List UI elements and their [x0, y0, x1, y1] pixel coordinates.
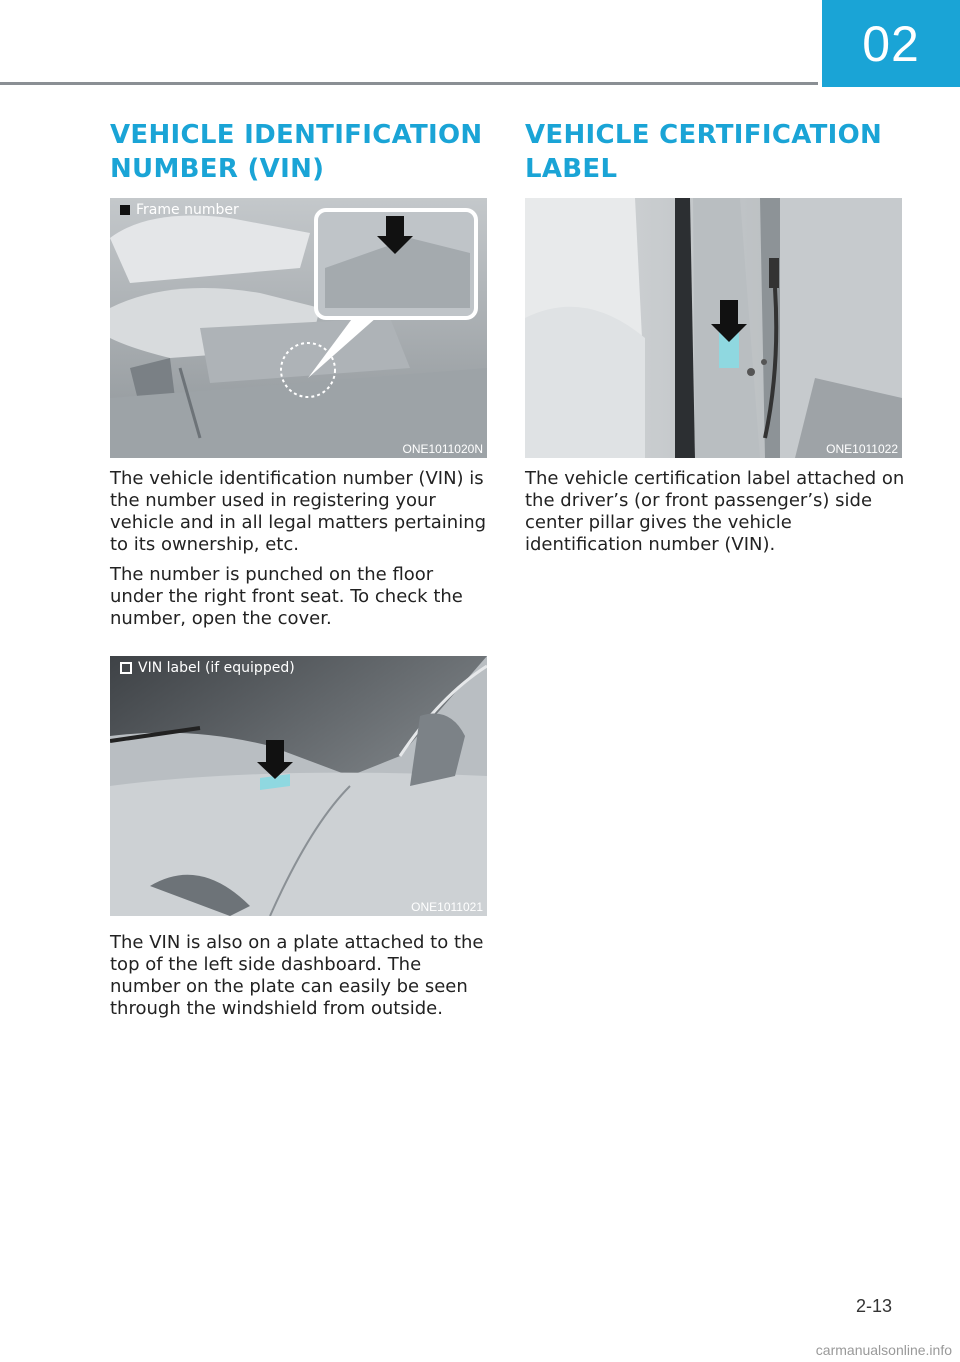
- vin-paragraph-1: The vehicle identification number (VIN) is the number used in registering your vehicle and in all legal matters pertaining to its ownership, etc.: [110, 468, 487, 555]
- vin-label-figure: [110, 656, 487, 916]
- square-outline-icon: [120, 662, 132, 674]
- left-column: [110, 118, 490, 1020]
- certification-paragraph-1: The vehicle certification label attached on the driver’s (or front passenger’s) side center pillar gives the vehicle identification number (VIN).: [525, 468, 905, 555]
- chapter-tab: 02: [822, 0, 960, 87]
- frame-number-illustration: [110, 198, 487, 458]
- frame-number-figure: [110, 198, 487, 458]
- vin-label-illustration: [110, 656, 487, 916]
- figure-id: ONE1011020N: [402, 442, 483, 456]
- figure-id: ONE1011022: [826, 442, 898, 456]
- certification-section-title: VEHICLE CERTIFICATION LABEL: [525, 120, 883, 184]
- page-number: 2-13: [855, 1296, 892, 1316]
- figure-id: ONE1011021: [411, 900, 483, 914]
- right-column: [525, 118, 905, 556]
- vin-label-caption: VIN label (if equipped): [120, 660, 295, 676]
- certification-label-illustration: [525, 198, 902, 458]
- watermark: carmanualsonline.info: [815, 1342, 952, 1358]
- vin-paragraph-3: The VIN is also on a plate attached to the top of the left side dashboard. The number on the plate can easily be seen through the windshield from outside.: [110, 932, 484, 1019]
- certification-label-figure: [525, 198, 902, 458]
- vin-section-title: VEHICLE IDENTIFICATION NUMBER (VIN): [110, 120, 483, 184]
- header-rule: [0, 82, 818, 85]
- square-bullet-icon: [120, 205, 130, 215]
- vin-paragraph-2: The number is punched on the floor under the right front seat. To check the number, open the cover.: [110, 564, 463, 629]
- frame-number-caption: Frame number: [120, 202, 239, 218]
